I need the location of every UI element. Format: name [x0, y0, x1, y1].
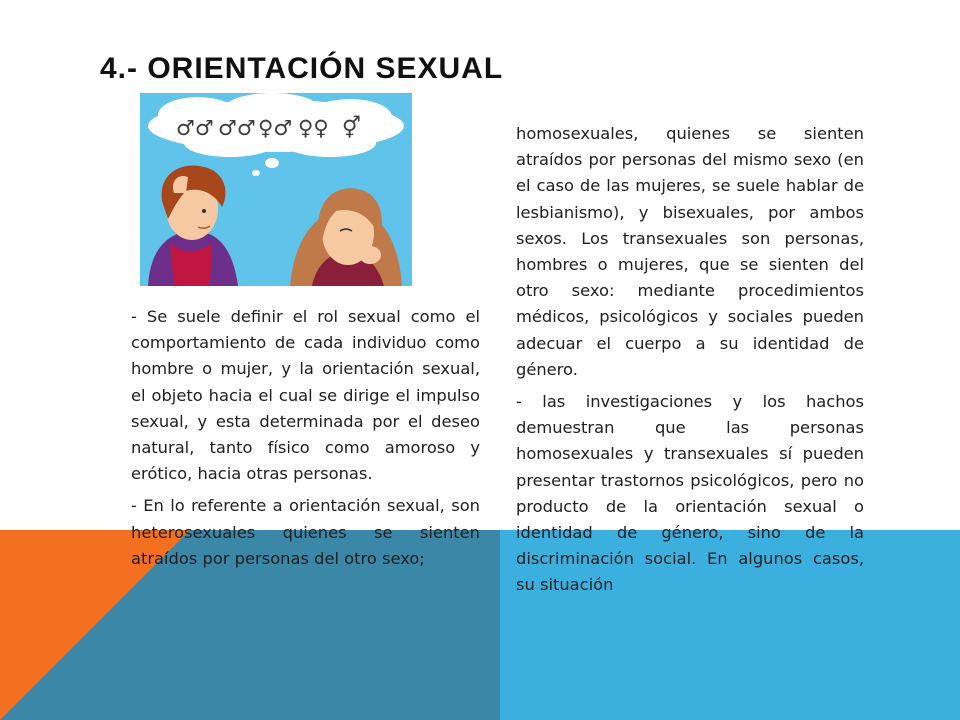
transgender-icon: ⚥: [342, 116, 361, 140]
right-paragraph-1: homosexuales, quienes se sienten atraídos por personas del mismo sexo (en el caso de las mujeres, se suele hablar de lesbianismo), y bisexuales, por ambos sexos. Los transexuales son personas, hombres o mujeres, que se sienten del otro sexo: mediante procedimientos médicos, psicológicos y sociales pueden adecuar el cuerpo a su identidad de género.: [516, 124, 864, 379]
female-male-icon: ♀♂: [258, 116, 293, 140]
orientation-illustration: [140, 93, 412, 286]
male-male-icon: ♂♂: [218, 116, 256, 140]
right-text-column: [516, 121, 864, 605]
left-text-column: [131, 304, 480, 578]
left-paragraph-2: - En lo referente a orientación sexual, son heterosexuales quienes se sienten atraídos por personas del otro sexo;: [131, 496, 480, 568]
slide-title: 4.- ORIENTACIÓN SEXUAL: [100, 52, 504, 85]
female-female-icon: ♀♀: [298, 116, 329, 140]
male-male-icon: ♂♂: [176, 116, 214, 140]
right-paragraph-2: - las investigaciones y los hachos demuestran que las personas homosexuales y transexuales sí pueden presentar trastornos psicológicos, pero no producto de la orientación sexual o identidad de género, sino de la discriminación social. En algunos casos, su situación: [516, 392, 864, 595]
left-paragraph-1: - Se suele definir el rol sexual como el comportamiento de cada individuo como hombre o mujer, y la orientación sexual, el objeto hacia el cual se dirige el impulso sexual, y esta determinada por el deseo natural, tanto físico como amoroso y erótico, hacia otras personas.: [131, 307, 480, 484]
